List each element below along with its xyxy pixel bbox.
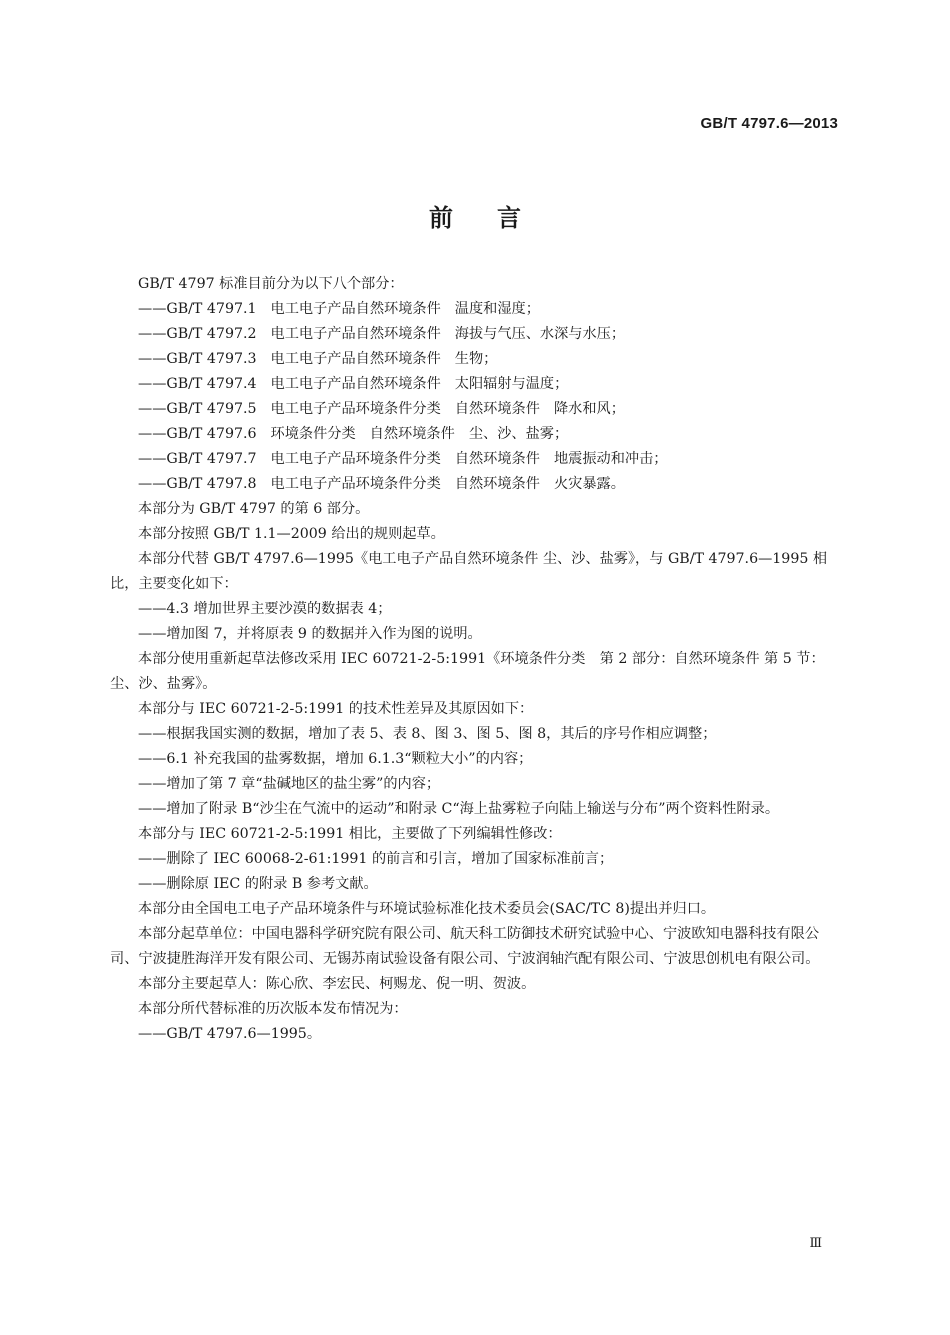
replacement-paragraph: 本部分代替 GB/T 4797.6—1995《电工电子产品自然环境条件 尘、沙、盐雾》，与 GB/T 4797.6—1995 相比，主要变化如下： <box>110 551 828 592</box>
part-list-item: ——GB/T 4797.2 电工电子产品自然环境条件 海拔与气压、水深与水压； <box>138 326 626 342</box>
drafters-paragraph: 本部分主要起草人：陈心欣、李宏民、柯赐龙、倪一明、贺波。 <box>138 976 536 992</box>
history-item: ——GB/T 4797.6—1995。 <box>138 1026 322 1042</box>
editorial-item: ——删除了 IEC 60068-2-61:1991 的前言和引言，增加了国家标准前言； <box>138 851 614 867</box>
part-list-item: ——GB/T 4797.4 电工电子产品自然环境条件 太阳辐射与温度； <box>138 376 569 392</box>
technical-difference-item: ——增加了附录 B“沙尘在气流中的运动”和附录 C“海上盐雾粒子向陆上输送与分布”两个资料性附录。 <box>138 801 780 817</box>
change-item: ——增加图 7，并将原表 9 的数据并入作为图的说明。 <box>138 626 482 642</box>
technical-difference-item: ——根据我国实测的数据，增加了表 5、表 8、图 3、图 5、图 8，其后的序号作相应调整； <box>138 726 717 742</box>
intro-paragraph: GB/T 4797 标准目前分为以下八个部分： <box>138 276 404 292</box>
history-paragraph: 本部分所代替标准的历次版本发布情况为： <box>138 1001 408 1017</box>
proposed-by-paragraph: 本部分由全国电工电子产品环境条件与环境试验标准化技术委员会(SAC/TC 8)提出并归口。 <box>138 901 716 917</box>
part-list-item: ——GB/T 4797.8 电工电子产品环境条件分类 自然环境条件 火灾暴露。 <box>138 476 625 492</box>
technical-difference-item: ——6.1 补充我国的盐雾数据，增加 6.1.3“颗粒大小”的内容； <box>138 751 533 767</box>
drafting-units-paragraph: 本部分起草单位：中国电器科学研究院有限公司、航天科工防御技术研究试验中心、宁波欧知电器科技有限公司、宁波捷胜海洋开发有限公司、无锡苏南试验设备有限公司、宁波润轴汽配有限公司、宁波思创机电有限公司。 <box>110 926 820 967</box>
part-list-item: ——GB/T 4797.5 电工电子产品环境条件分类 自然环境条件 降水和风； <box>138 401 625 417</box>
editorial-changes-paragraph: 本部分与 IEC 60721-2-5:1991 相比，主要做了下列编辑性修改： <box>138 826 562 842</box>
standard-code: GB/T 4797.6—2013 <box>700 115 838 132</box>
technical-difference-item: ——增加了第 7 章“盐碱地区的盐尘雾”的内容； <box>138 776 441 792</box>
part-list-item: ——GB/T 4797.3 电工电子产品自然环境条件 生物； <box>138 351 498 367</box>
technical-differences-paragraph: 本部分与 IEC 60721-2-5:1991 的技术性差异及其原因如下： <box>138 701 534 717</box>
editorial-item: ——删除原 IEC 的附录 B 参考文献。 <box>138 876 378 892</box>
part-list-item: ——GB/T 4797.1 电工电子产品自然环境条件 温度和湿度； <box>138 301 540 317</box>
drafting-rules-paragraph: 本部分按照 GB/T 1.1—2009 给出的规则起草。 <box>138 526 445 542</box>
part-list-item: ——GB/T 4797.6 环境条件分类 自然环境条件 尘、沙、盐雾； <box>138 426 569 442</box>
page-number: Ⅲ <box>809 1236 822 1251</box>
iec-adoption-paragraph: 本部分使用重新起草法修改采用 IEC 60721-2-5:1991《环境条件分类 第 2 部分：自然环境条件 第 5 节：尘、沙、盐雾》。 <box>110 651 825 692</box>
part-number-paragraph: 本部分为 GB/T 4797 的第 6 部分。 <box>138 501 370 517</box>
page-title: 前言 <box>429 204 565 232</box>
document-body <box>110 272 843 1047</box>
part-list-item: ——GB/T 4797.7 电工电子产品环境条件分类 自然环境条件 地震振动和冲击； <box>138 451 668 467</box>
change-item: ——4.3 增加世界主要沙漠的数据表 4； <box>138 601 392 617</box>
